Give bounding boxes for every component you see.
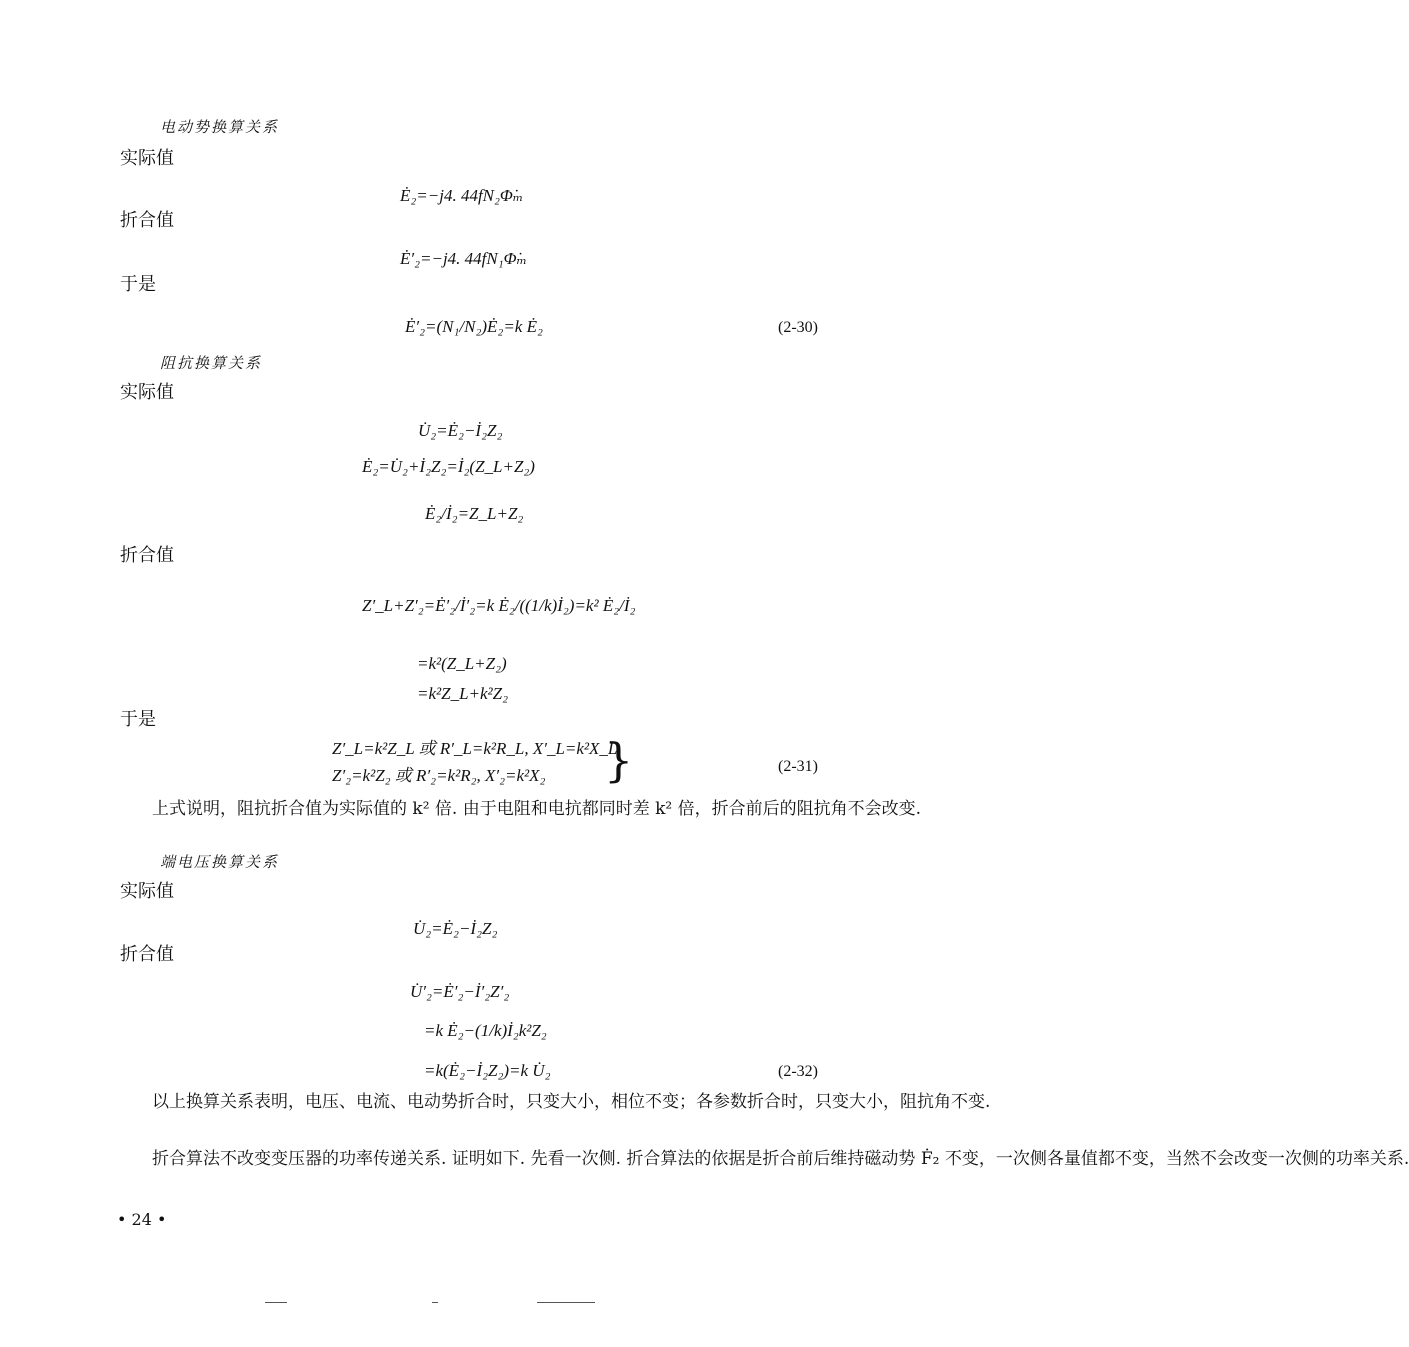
equation-z7a: Z′_L=k²Z_L 或 R′_L=k²R_L, X′_L=k²X_L xyxy=(332,739,618,758)
equation-z3: Ė₂/İ₂=Z_L+Z₂ xyxy=(425,504,524,523)
equation-u4: =k(Ė₂−İ₂Z₂)=k U̇₂ xyxy=(424,1061,551,1080)
equation-e1: Ė₂=−j4. 44fN₂Φ̇ₘ xyxy=(400,186,524,205)
equation-number: (2-30) xyxy=(778,319,818,336)
label-actual: 实际值 xyxy=(120,881,174,902)
heading-voltage: 端电压换算关系 xyxy=(160,853,280,871)
equation-z2: Ė₂=U̇₂+İ₂Z₂=İ₂(Z_L+Z₂) xyxy=(362,457,535,476)
equation-z5: =k²(Z_L+Z₂) xyxy=(417,654,507,673)
equation-z4: Z′_L+Z′₂=Ė′₂/İ′₂=k Ė₂/((1/k)İ₂)=k² Ė₂/İ₂ xyxy=(362,596,636,615)
scan-mark xyxy=(265,1302,287,1303)
scan-mark xyxy=(537,1302,595,1303)
label-thus: 于是 xyxy=(120,709,156,730)
label-actual: 实际值 xyxy=(120,148,174,169)
equation-e2: Ė′₂=−j4. 44fN₁Φ̇ₘ xyxy=(400,249,528,268)
heading-emf: 电动势换算关系 xyxy=(160,118,280,136)
equation-number: (2-31) xyxy=(778,758,818,775)
equation-u1: U̇₂=Ė₂−İ₂Z₂ xyxy=(413,919,498,938)
right-brace: } xyxy=(604,733,634,787)
equation-u2: U̇′₂=Ė′₂−İ′₂Z′₂ xyxy=(410,982,510,1001)
heading-impedance: 阻抗换算关系 xyxy=(160,354,263,372)
paragraph-1: 上式说明，阻抗折合值为实际值的 k² 倍. 由于电阻和电抗都同时差 k² 倍，折合前后的阻抗角不会改变. xyxy=(152,799,922,819)
paragraph-2: 以上换算关系表明，电压、电流、电动势折合时，只变大小，相位不变；各参数折合时，只变大小，阻抗角不变. xyxy=(152,1092,991,1112)
equation-z7b: Z′₂=k²Z₂ 或 R′₂=k²R₂, X′₂=k²X₂ xyxy=(332,766,546,785)
label-reduced: 折合值 xyxy=(120,545,174,566)
scan-mark xyxy=(432,1302,438,1303)
label-actual: 实际值 xyxy=(120,382,174,403)
label-reduced: 折合值 xyxy=(120,210,174,231)
equation-u3: =k Ė₂−(1/k)İ₂k²Z₂ xyxy=(424,1021,547,1040)
paragraph-3: 折合算法不改变变压器的功率传递关系. 证明如下. 先看一次侧. 折合算法的依据是折合前后维持磁动势 Ḟ₂ 不变，一次侧各量值都不变，当然不会改变一次侧的功率关系. xyxy=(152,1149,1409,1169)
label-thus: 于是 xyxy=(120,274,156,295)
equation-e3: Ė′₂=(N₁/N₂)Ė₂=k Ė₂ xyxy=(405,317,543,336)
page-number: • 24 • xyxy=(117,1210,167,1229)
label-reduced: 折合值 xyxy=(120,944,174,965)
equation-z1: U̇₂=Ė₂−İ₂Z₂ xyxy=(418,421,503,440)
equation-number: (2-32) xyxy=(778,1063,818,1080)
equation-z6: =k²Z_L+k²Z₂ xyxy=(417,684,509,703)
